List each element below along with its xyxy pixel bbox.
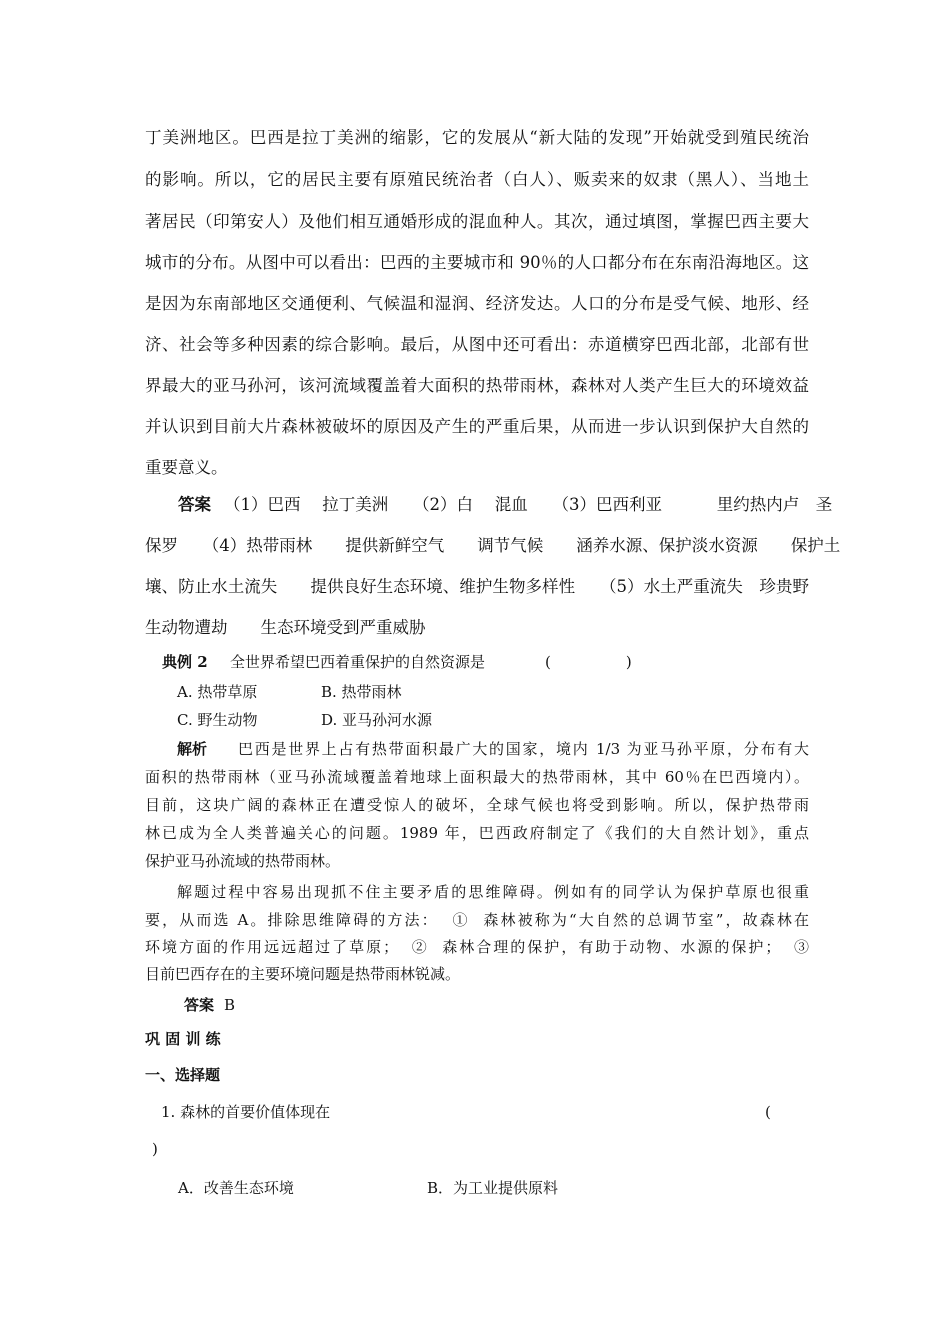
intro-line: 城市的分布。从图中可以看出：巴西的主要城市和 90％的人口都分布在东南沿海地区。这 [145,253,809,272]
example-answer-value: B [224,996,236,1014]
question-1-paren-open: ( [765,1103,771,1121]
intro-line: 济、社会等多种因素的综合影响。最后，从图中还可看出：赤道横穿巴西北部，北部有世 [145,335,809,354]
option-a: A. 热带草原 [177,683,258,701]
intro-line: 著居民（印第安人）及他们相互通婚形成的混血种人。其次，通过填图，掌握巴西主要大 [145,212,809,231]
intro-line: 丁美洲地区。巴西是拉丁美洲的缩影，它的发展从“新大陆的发现”开始就受到殖民统治 [145,128,809,147]
obstacle-line: 环境方面的作用远远超过了草原； ② 森林合理的保护，有助于动物、水源的保护； ③ [145,938,809,956]
option-d: D. 亚马孙河水源 [321,711,433,729]
obstacle-line: 目前巴西存在的主要环境问题是热带雨林锐减。 [145,965,461,983]
obstacle-line: 要，从而选 A。排除思维障碍的方法： ① 森林被称为“大自然的总调节室”，故森林在 [145,911,809,929]
answer-line: 壤、防止水土流失 提供良好生态环境、维护生物多样性 （5）水土严重流失 珍贵野 [145,577,809,596]
subsection-title: 一、选择题 [145,1066,221,1084]
question-1-paren-close: ) [152,1140,158,1158]
analysis-label: 解析 [177,740,208,758]
example-answer-label: 答案 [184,996,215,1014]
option-b: B. 热带雨林 [321,683,402,701]
analysis-line: 面积的热带雨林（亚马孙流域覆盖着地球上面积最大的热带雨林，其中 60％在巴西境内）。 [145,768,809,786]
intro-line: 是因为东南部地区交通便利、气候温和湿润、经济发达。人口的分布是受气候、地形、经 [145,294,809,313]
example-question: 全世界希望巴西着重保护的自然资源是 [230,653,486,671]
option-c: C. 野生动物 [177,711,258,729]
question-1-text: 1. 森林的首要价值体现在 [161,1103,331,1121]
answer-blank: ( ) [545,653,632,671]
question-1-option-b: B．为工业提供原料 [427,1179,559,1197]
intro-line: 重要意义。 [145,458,228,477]
example-label: 典例 2 [162,653,208,671]
answer-line: 保罗 （4）热带雨林 提供新鲜空气 调节气候 涵养水源、保护淡水资源 保护土 [145,536,841,555]
section-title: 巩 固 训 练 [145,1030,221,1048]
analysis-line: 目前，这块广阔的森林正在遭受惊人的破坏，全球气候也将受到影响。所以，保护热带雨 [145,796,809,814]
answer-label: 答案 [178,495,211,514]
question-1-option-a: A．改善生态环境 [178,1179,294,1197]
answer-line: 生动物遭劫 生态环境受到严重威胁 [145,618,426,637]
intro-line: 界最大的亚马孙河，该河流域覆盖着大面积的热带雨林，森林对人类产生巨大的环境效益 [145,376,809,395]
intro-line: 的影响。所以，它的居民主要有原殖民统治者（白人）、贩卖来的奴隶（黑人）、当地土 [145,170,809,189]
intro-line: 并认识到目前大片森林被破坏的原因及产生的严重后果，从而进一步认识到保护大自然的 [145,417,809,436]
analysis-line: 巴西是世界上占有热带面积最广大的国家，境内 1/3 为亚马孙平原，分布有大 [238,740,809,758]
analysis-line: 林已成为全人类普遍关心的问题。1989 年，巴西政府制定了《我们的大自然计划》，重点 [145,824,809,842]
analysis-line: 保护亚马孙流域的热带雨林。 [145,852,341,870]
obstacle-line: 解题过程中容易出现抓不住主要矛盾的思维障碍。例如有的同学认为保护草原也很重 [177,883,809,901]
answer-line: （1）巴西 拉丁美洲 （2）白 混血 （3）巴西利亚 里约热内卢 圣 [224,495,833,514]
